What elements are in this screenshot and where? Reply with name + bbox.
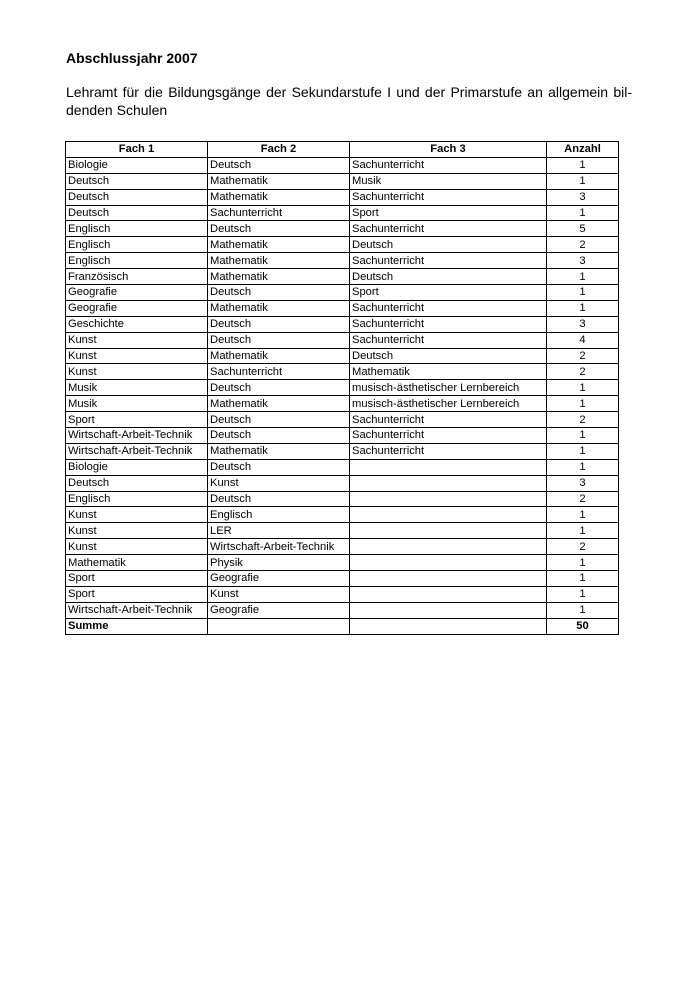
anzahl-cell: 4 (547, 332, 619, 348)
fach-1-cell: Geografie (66, 285, 208, 301)
anzahl-cell: 1 (547, 285, 619, 301)
fach-3-cell: Sachunterricht (350, 443, 547, 459)
table-row (66, 205, 619, 221)
fach-2-cell: Englisch (208, 507, 350, 523)
sum-value: 50 (547, 618, 619, 634)
fach-1-cell: Kunst (66, 523, 208, 539)
table-row (66, 523, 619, 539)
fach-3-cell (350, 602, 547, 618)
fach-1-cell: Sport (66, 412, 208, 428)
fach-1-cell: Kunst (66, 332, 208, 348)
fach-3-cell: Deutsch (350, 269, 547, 285)
table-row (66, 507, 619, 523)
fach-2-cell: Sachunterricht (208, 364, 350, 380)
fach-2-cell: Deutsch (208, 221, 350, 237)
anzahl-cell: 1 (547, 507, 619, 523)
header-fach-3: Fach 3 (350, 142, 547, 158)
fach-1-cell: Französisch (66, 269, 208, 285)
fach-1-cell: Geschichte (66, 316, 208, 332)
fach-2-cell: Wirtschaft-Arbeit-Technik (208, 539, 350, 555)
fach-2-cell: Kunst (208, 586, 350, 602)
fach-1-cell: Kunst (66, 539, 208, 555)
fach-2-cell: Mathematik (208, 237, 350, 253)
fach-3-cell: musisch-ästhetischer Lernbereich (350, 380, 547, 396)
fach-3-cell: Sachunterricht (350, 300, 547, 316)
fach-3-cell (350, 571, 547, 587)
subject-combinations-table (65, 141, 619, 635)
fach-1-cell: Kunst (66, 364, 208, 380)
table-row (66, 380, 619, 396)
fach-2-cell: Mathematik (208, 189, 350, 205)
page-title: Abschlussjahr 2007 (66, 50, 198, 66)
fach-2-cell: Mathematik (208, 396, 350, 412)
anzahl-cell: 1 (547, 300, 619, 316)
fach-3-cell: Sport (350, 285, 547, 301)
table-row (66, 586, 619, 602)
header-anzahl: Anzahl (547, 142, 619, 158)
fach-2-cell: Deutsch (208, 332, 350, 348)
anzahl-cell: 1 (547, 523, 619, 539)
anzahl-cell: 1 (547, 602, 619, 618)
anzahl-cell: 1 (547, 571, 619, 587)
table-row (66, 189, 619, 205)
fach-1-cell: Musik (66, 380, 208, 396)
anzahl-cell: 5 (547, 221, 619, 237)
sum-row (66, 618, 619, 634)
table-row (66, 475, 619, 491)
anzahl-cell: 2 (547, 237, 619, 253)
fach-2-cell: Physik (208, 555, 350, 571)
table-row (66, 539, 619, 555)
anzahl-cell: 1 (547, 396, 619, 412)
fach-2-cell: LER (208, 523, 350, 539)
fach-1-cell: Kunst (66, 507, 208, 523)
fach-2-cell: Deutsch (208, 157, 350, 173)
anzahl-cell: 1 (547, 586, 619, 602)
table-row (66, 491, 619, 507)
anzahl-cell: 1 (547, 205, 619, 221)
fach-3-cell: Sachunterricht (350, 332, 547, 348)
anzahl-cell: 1 (547, 459, 619, 475)
anzahl-cell: 2 (547, 364, 619, 380)
anzahl-cell: 3 (547, 475, 619, 491)
anzahl-cell: 1 (547, 428, 619, 444)
fach-3-cell: Deutsch (350, 348, 547, 364)
fach-1-cell: Mathematik (66, 555, 208, 571)
fach-1-cell: Sport (66, 571, 208, 587)
table-row (66, 221, 619, 237)
table-row (66, 412, 619, 428)
table-row (66, 571, 619, 587)
table-row (66, 157, 619, 173)
fach-3-cell: musisch-ästhetischer Lernbereich (350, 396, 547, 412)
table-body (66, 157, 619, 618)
intro-text: Lehramt für die Bildungsgänge der Sekundarstufe I und der Primarstufe an allgemein bil-denden Schulen (66, 84, 632, 118)
fach-1-cell: Deutsch (66, 205, 208, 221)
fach-3-cell: Sachunterricht (350, 428, 547, 444)
fach-1-cell: Biologie (66, 459, 208, 475)
fach-2-cell: Deutsch (208, 285, 350, 301)
fach-1-cell: Biologie (66, 157, 208, 173)
fach-2-cell: Deutsch (208, 380, 350, 396)
fach-2-cell: Mathematik (208, 348, 350, 364)
fach-2-cell: Deutsch (208, 459, 350, 475)
fach-1-cell: Deutsch (66, 475, 208, 491)
fach-3-cell (350, 539, 547, 555)
fach-2-cell: Geografie (208, 602, 350, 618)
fach-3-cell (350, 586, 547, 602)
fach-3-cell (350, 491, 547, 507)
fach-2-cell: Mathematik (208, 173, 350, 189)
fach-3-cell: Sachunterricht (350, 221, 547, 237)
fach-3-cell (350, 507, 547, 523)
fach-3-cell (350, 459, 547, 475)
table-header-row (66, 142, 619, 158)
fach-1-cell: Kunst (66, 348, 208, 364)
anzahl-cell: 1 (547, 269, 619, 285)
sum-empty-cell (208, 618, 350, 634)
fach-1-cell: Wirtschaft-Arbeit-Technik (66, 602, 208, 618)
fach-2-cell: Mathematik (208, 443, 350, 459)
sum-label: Summe (66, 618, 208, 634)
table-row (66, 253, 619, 269)
fach-1-cell: Wirtschaft-Arbeit-Technik (66, 443, 208, 459)
fach-2-cell: Kunst (208, 475, 350, 491)
table-row (66, 332, 619, 348)
fach-3-cell (350, 555, 547, 571)
fach-3-cell: Musik (350, 173, 547, 189)
table-row (66, 443, 619, 459)
header-fach-1: Fach 1 (66, 142, 208, 158)
anzahl-cell: 2 (547, 348, 619, 364)
fach-3-cell: Sachunterricht (350, 253, 547, 269)
table-row (66, 396, 619, 412)
fach-1-cell: Wirtschaft-Arbeit-Technik (66, 428, 208, 444)
fach-1-cell: Deutsch (66, 189, 208, 205)
fach-2-cell: Sachunterricht (208, 205, 350, 221)
fach-2-cell: Deutsch (208, 412, 350, 428)
anzahl-cell: 3 (547, 316, 619, 332)
fach-2-cell: Mathematik (208, 253, 350, 269)
sum-empty-cell (350, 618, 547, 634)
anzahl-cell: 3 (547, 253, 619, 269)
fach-3-cell (350, 523, 547, 539)
fach-2-cell: Deutsch (208, 428, 350, 444)
fach-2-cell: Mathematik (208, 300, 350, 316)
anzahl-cell: 1 (547, 380, 619, 396)
fach-3-cell: Mathematik (350, 364, 547, 380)
fach-2-cell: Mathematik (208, 269, 350, 285)
anzahl-cell: 1 (547, 443, 619, 459)
table-row (66, 459, 619, 475)
table-row (66, 285, 619, 301)
anzahl-cell: 1 (547, 157, 619, 173)
table-row (66, 173, 619, 189)
fach-1-cell: Deutsch (66, 173, 208, 189)
fach-2-cell: Deutsch (208, 316, 350, 332)
fach-1-cell: Englisch (66, 237, 208, 253)
table-row (66, 237, 619, 253)
table-row (66, 300, 619, 316)
table-row (66, 555, 619, 571)
fach-1-cell: Musik (66, 396, 208, 412)
fach-1-cell: Englisch (66, 221, 208, 237)
table-row (66, 428, 619, 444)
fach-3-cell: Sachunterricht (350, 157, 547, 173)
fach-2-cell: Geografie (208, 571, 350, 587)
table-row (66, 316, 619, 332)
table-row (66, 602, 619, 618)
fach-3-cell: Sachunterricht (350, 189, 547, 205)
table-row (66, 364, 619, 380)
anzahl-cell: 3 (547, 189, 619, 205)
table-row (66, 269, 619, 285)
fach-1-cell: Englisch (66, 253, 208, 269)
anzahl-cell: 1 (547, 555, 619, 571)
anzahl-cell: 2 (547, 491, 619, 507)
fach-2-cell: Deutsch (208, 491, 350, 507)
anzahl-cell: 1 (547, 173, 619, 189)
header-fach-2: Fach 2 (208, 142, 350, 158)
table-row (66, 348, 619, 364)
anzahl-cell: 2 (547, 539, 619, 555)
fach-1-cell: Englisch (66, 491, 208, 507)
fach-1-cell: Geografie (66, 300, 208, 316)
fach-3-cell (350, 475, 547, 491)
fach-1-cell: Sport (66, 586, 208, 602)
fach-3-cell: Sachunterricht (350, 316, 547, 332)
fach-3-cell: Deutsch (350, 237, 547, 253)
fach-3-cell: Sachunterricht (350, 412, 547, 428)
fach-3-cell: Sport (350, 205, 547, 221)
anzahl-cell: 2 (547, 412, 619, 428)
